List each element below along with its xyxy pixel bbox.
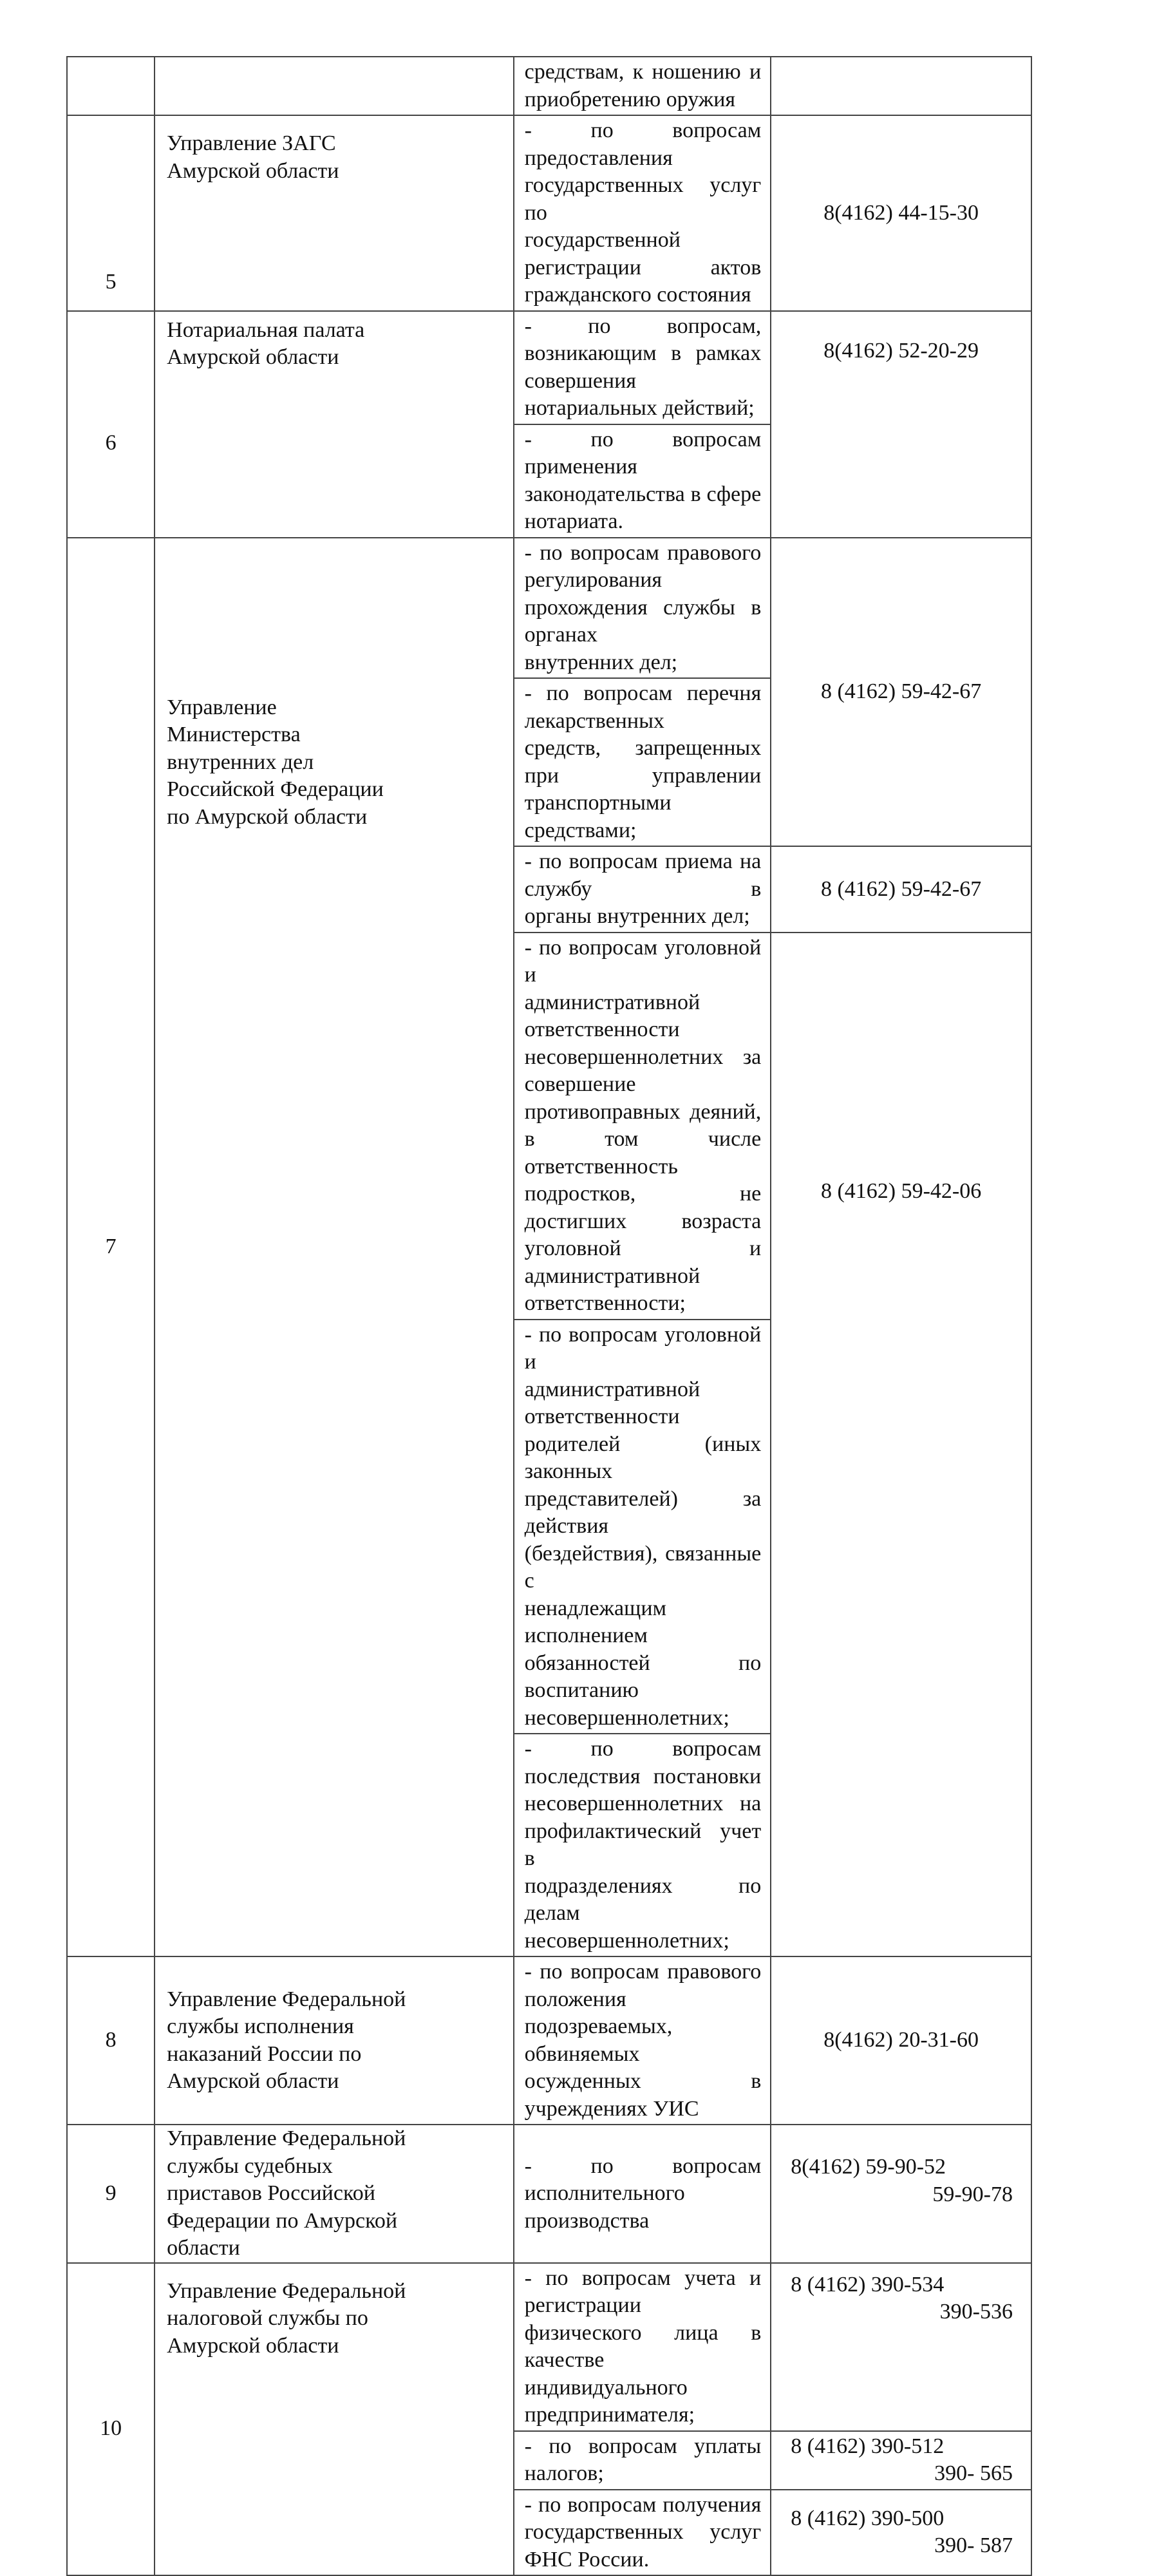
description-cell (514, 846, 771, 933)
org-line: Управление ЗАГС (167, 131, 336, 155)
desc-line: - по вопросам уплаты налогов; (524, 2434, 762, 2485)
org-line: Нотариальная палата (167, 317, 365, 342)
desc-line: подозреваемых, обвиняемых (524, 2014, 673, 2066)
desc-line: - по вопросам последствия постановки (524, 1737, 762, 1788)
desc-line: подразделениях по делам (524, 1873, 762, 1925)
desc-line: несовершеннолетних за совершение (524, 1045, 762, 1096)
desc-line: индивидуального предпринимателя; (524, 2375, 695, 2427)
row-number: 8 (67, 1956, 155, 2125)
row-number: 7 (67, 538, 155, 1957)
description-cell (514, 1956, 771, 2125)
desc-line: ненадлежащим исполнением (524, 1596, 667, 1647)
phone-cell (771, 2125, 1031, 2263)
organization-cell (155, 115, 513, 311)
org-line: Амурской области (167, 345, 339, 369)
desc-line: - по вопросам правового положения (524, 1960, 762, 2011)
phone-cell (771, 2490, 1031, 2576)
desc-line: производства (524, 2208, 650, 2233)
org-line: Амурской области (167, 2333, 339, 2358)
org-line: Амурской области (167, 2069, 339, 2093)
phone-cell: 8 (4162) 59-42-67 (771, 538, 1031, 847)
desc-line: несовершеннолетних; (524, 1705, 729, 1730)
desc-line: государственных услуг по (524, 173, 762, 225)
phone-line: 390-536 (939, 2300, 1013, 2324)
org-line: по Амурской области (167, 804, 368, 829)
phone-line: 59-90-78 (932, 2182, 1013, 2206)
row-number (67, 57, 155, 115)
phone-cell: 8(4162) 52-20-29 (771, 311, 1031, 538)
desc-line: административной ответственности (524, 1377, 701, 1428)
phone-cell (771, 57, 1031, 115)
table-row (67, 538, 1031, 679)
description-cell (514, 1734, 771, 1956)
org-line: Управление Федеральной (167, 2126, 406, 2150)
description-cell (514, 678, 771, 846)
desc-line: достигших возраста уголовной и (524, 1209, 762, 1260)
description-cell (514, 424, 771, 538)
row-number: 9 (67, 2125, 155, 2263)
org-line: Министерства (167, 723, 301, 746)
org-line: приставов Российской (167, 2181, 375, 2205)
desc-line: гражданского состояния (524, 283, 751, 307)
row-number: 6 (67, 311, 155, 538)
desc-line: административной ответственности (524, 990, 701, 1041)
desc-line: осужденных в учреждениях УИС (524, 2069, 762, 2121)
org-line: Федерации по Амурской (167, 2208, 398, 2233)
desc-line: транспортными средствами; (524, 791, 672, 842)
table-row (67, 311, 1031, 424)
organization-cell (155, 57, 513, 115)
desc-word: и (749, 60, 762, 84)
description-cell (514, 2431, 771, 2490)
phone-cell (771, 2263, 1031, 2431)
desc-line: противоправных деяний, в том числе (524, 1099, 762, 1151)
desc-line: физического лица в качестве (524, 2320, 762, 2372)
org-line: внутренних дел (167, 750, 314, 774)
desc-line: административной ответственности; (524, 1264, 701, 1315)
desc-line: (бездействия), связанные с (524, 1541, 762, 1593)
table-row (67, 2263, 1031, 2431)
org-line: Управление (167, 695, 277, 719)
row-number: 5 (67, 115, 155, 311)
phone-line: 8 (4162) 390-534 (791, 2272, 945, 2297)
description-cell (514, 2490, 771, 2576)
organization-cell (155, 538, 513, 1957)
desc-line: - по вопросам приема на службу в (524, 849, 762, 901)
desc-line: приобретению оружия (524, 87, 736, 111)
phone-cell: 8 (4162) 59-42-06 (771, 933, 1031, 1957)
phone-line: 8 (4162) 390-512 (791, 2434, 945, 2458)
description-cell (514, 2263, 771, 2431)
org-line: области (167, 2236, 240, 2260)
desc-line: - по вопросам применения (524, 427, 762, 478)
desc-line: - по вопросам учета и регистрации (524, 2266, 762, 2317)
org-line: службы судебных (167, 2154, 333, 2178)
desc-word: средствам, (524, 60, 625, 84)
phone-cell (771, 2431, 1031, 2490)
desc-line: ответственность подростков, не (524, 1154, 762, 1206)
desc-line: государственной регистрации актов (524, 228, 762, 279)
organization-cell (155, 311, 513, 538)
desc-line: несовершеннолетних на (524, 1792, 762, 1815)
org-line: службы исполнения (167, 2014, 354, 2038)
description-cell (514, 57, 771, 115)
org-line: Управление Федеральной (167, 1987, 406, 2011)
desc-line: представителей) за действия (524, 1486, 762, 1538)
desc-line: обязанностей по воспитанию (524, 1651, 762, 1702)
desc-word: к (632, 60, 644, 84)
table-row (67, 57, 1031, 115)
table-row (67, 2125, 1031, 2263)
phone-line: 390- 565 (934, 2461, 1013, 2485)
phone-cell: 8(4162) 20-31-60 (771, 1956, 1031, 2125)
organization-cell (155, 2125, 513, 2263)
description-cell (514, 311, 771, 424)
org-line: Российской Федерации (167, 777, 384, 801)
desc-line: родителей (иных законных (524, 1432, 762, 1483)
table-row (67, 1956, 1031, 2125)
org-line: наказаний России по (167, 2041, 362, 2066)
desc-line: несовершеннолетних; (524, 1928, 729, 1953)
org-line: Управление Федеральной (167, 2278, 406, 2303)
desc-line: средств, запрещенных при управлении (524, 736, 762, 788)
desc-line: - по вопросам, возникающим в рамках (524, 314, 762, 365)
description-cell (514, 1320, 771, 1734)
row-number: 10 (67, 2263, 155, 2576)
desc-word: ношению (652, 60, 741, 84)
desc-line: - по вопросам перечня лекарственных (524, 681, 762, 733)
desc-line: - по вопросам правового регулирования (524, 540, 762, 592)
desc-line: внутренних дел; (524, 650, 678, 674)
phone-line: 8 (4162) 390-500 (791, 2506, 945, 2530)
desc-line: - по вопросам уголовной и (524, 1322, 762, 1374)
desc-line: государственных услуг ФНС России. (524, 2520, 762, 2571)
table-row (67, 115, 1031, 311)
phone-line: 8(4162) 59-90-52 (791, 2155, 946, 2179)
org-line: налоговой службы по (167, 2306, 368, 2330)
organization-cell (155, 1956, 513, 2125)
desc-line: профилактический учет в (524, 1819, 762, 1870)
desc-line: законодательства в сфере нотариата. (524, 482, 762, 533)
desc-line: прохождения службы в органах (524, 595, 762, 647)
desc-line: - по вопросам получения (524, 2492, 762, 2517)
description-cell (514, 115, 771, 311)
phone-line: 390- 587 (934, 2533, 1013, 2558)
desc-line: - по вопросам уголовной и (524, 935, 762, 987)
desc-line: - по вопросам предоставления (524, 118, 762, 170)
description-cell (514, 2125, 771, 2263)
document-page (66, 56, 1032, 2576)
desc-line: совершения нотариальных действий; (524, 368, 755, 420)
organization-cell (155, 2263, 513, 2576)
phone-cell: 8(4162) 44-15-30 (771, 115, 1031, 311)
contacts-table (66, 56, 1032, 2576)
description-cell (514, 933, 771, 1320)
desc-line: - по вопросам исполнительного (524, 2154, 762, 2205)
org-line: Амурской области (167, 158, 339, 183)
phone-cell: 8 (4162) 59-42-67 (771, 846, 1031, 933)
description-cell (514, 538, 771, 679)
desc-line: органы внутренних дел; (524, 904, 750, 928)
